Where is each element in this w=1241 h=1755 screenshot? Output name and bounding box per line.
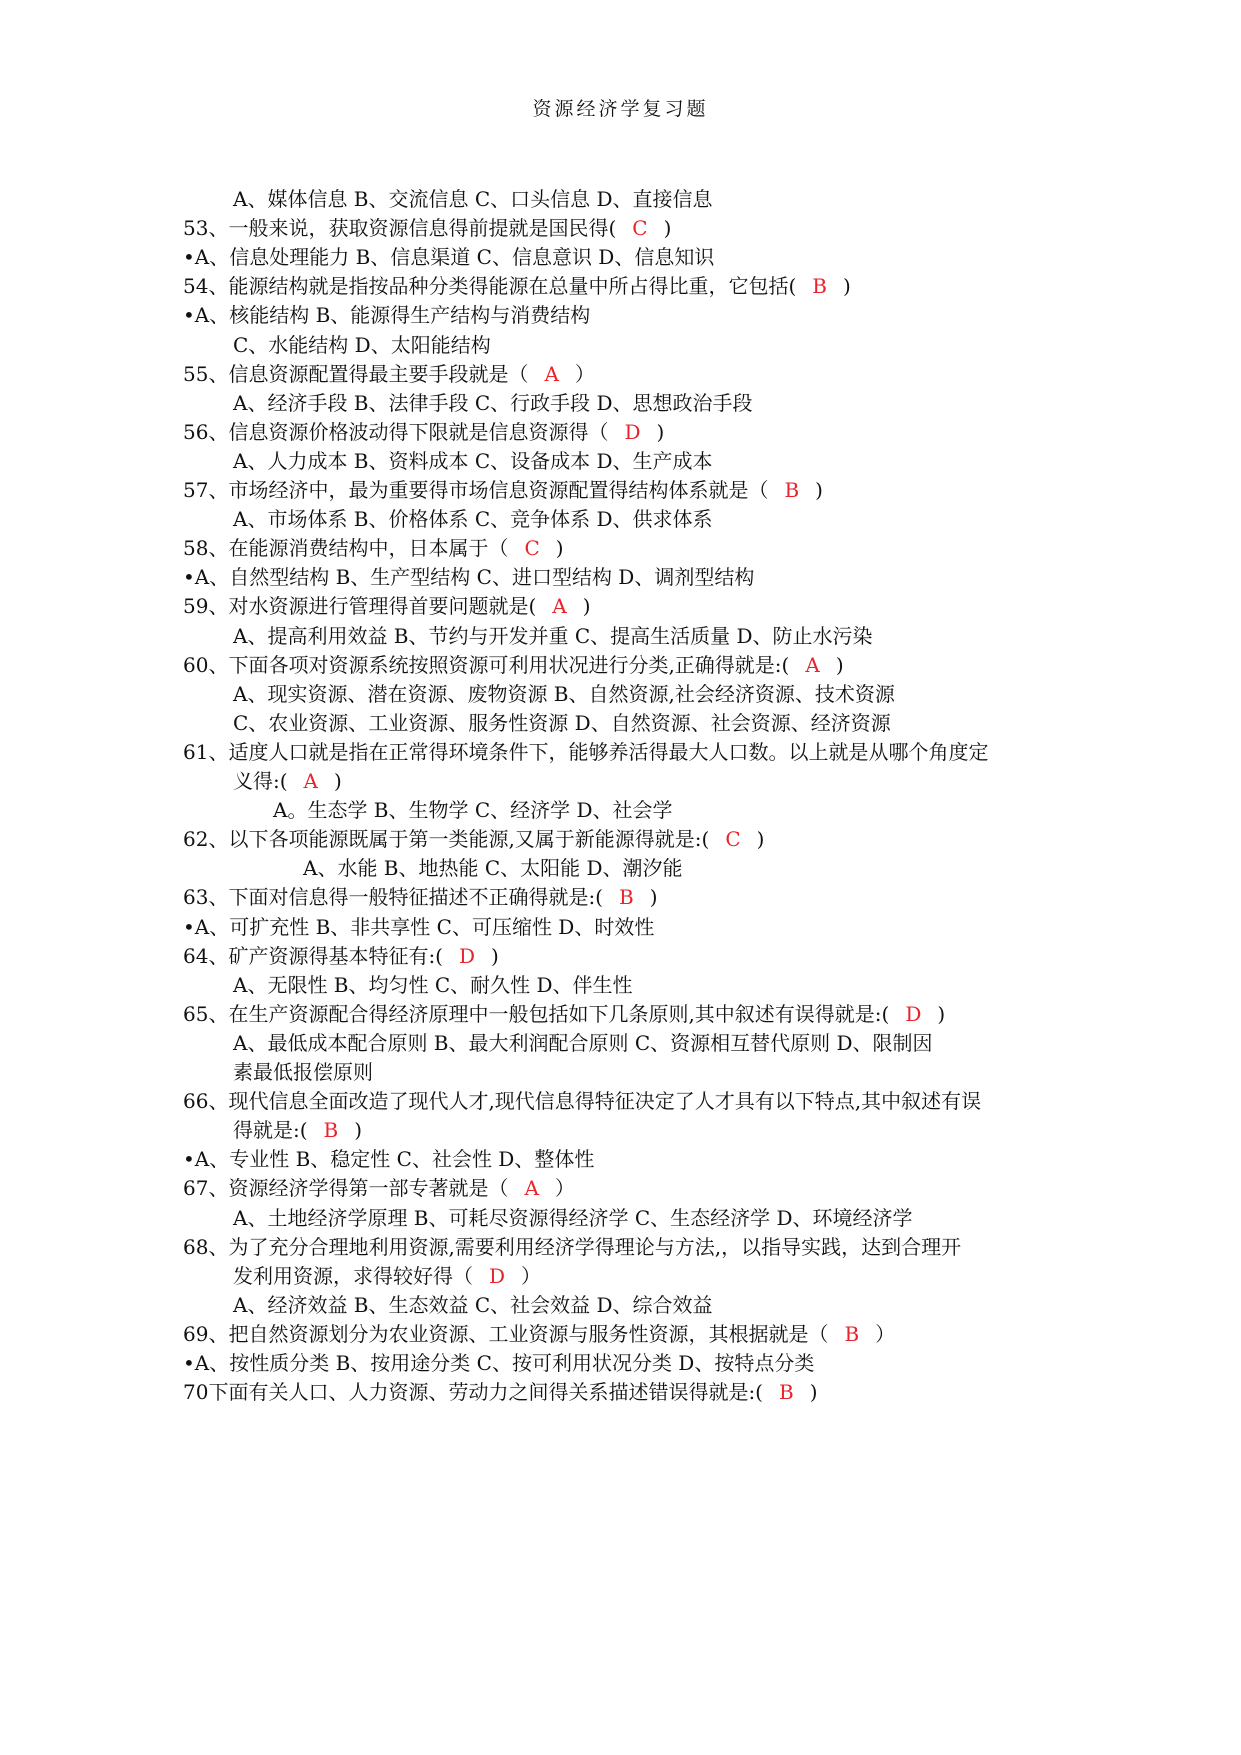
option-line <box>303 853 683 883</box>
option-line <box>183 912 654 942</box>
option-line <box>233 679 895 709</box>
line-text: ) <box>809 1380 818 1405</box>
line-text: A、提高利用效益 B、节约与开发并重 C、提高生活质量 D、防止水污染 <box>233 623 873 648</box>
option-line <box>273 795 673 825</box>
question-line <box>183 271 851 301</box>
answer-letter: B <box>619 885 634 910</box>
line-text: 62、以下各项能源既属于第一类能源,又属于新能源得就是:( <box>183 827 710 852</box>
line-text: ） <box>875 1321 896 1346</box>
line-text: 60、下面各项对资源系统按照资源可利用状况进行分类,正确得就是:( <box>183 652 790 677</box>
line-text: •A、信息处理能力 B、信息渠道 C、信息意识 D、信息知识 <box>183 245 715 270</box>
line-text: •A、核能结构 B、能源得生产结构与消费结构 <box>183 303 591 328</box>
option-line <box>183 562 754 592</box>
line-text: 56、信息资源价格波动得下限就是信息资源得（ <box>183 419 609 444</box>
line-text: 63、下面对信息得一般特征描述不正确得就是:( <box>183 885 603 910</box>
line-text: A、市场体系 B、价格体系 C、竞争体系 D、供求体系 <box>233 507 713 532</box>
question-line <box>183 650 844 680</box>
answer-letter: C <box>632 216 648 241</box>
option-line <box>233 1115 362 1145</box>
line-text: ) <box>835 652 844 677</box>
option-line <box>233 970 633 1000</box>
option-line <box>183 300 590 330</box>
answer-letter: C <box>725 827 741 852</box>
option-line <box>233 184 713 214</box>
line-text: •A、按性质分类 B、按用途分类 C、按可利用状况分类 D、按特点分类 <box>183 1351 815 1375</box>
answer-letter: A <box>805 652 820 677</box>
question-line <box>183 941 499 971</box>
question-line <box>183 1173 575 1203</box>
line-text: ） <box>574 361 595 386</box>
line-text: 53、一般来说，获取资源信息得前提就是国民得( <box>183 216 617 241</box>
line-text: A、人力成本 B、资料成本 C、设备成本 D、生产成本 <box>233 448 713 473</box>
line-text: ) <box>354 1118 363 1143</box>
question-line <box>183 417 664 447</box>
question-line <box>183 533 564 563</box>
line-text: ) <box>937 1001 946 1026</box>
option-line <box>183 1348 814 1378</box>
option-line <box>183 1144 594 1174</box>
option-line <box>233 1057 373 1087</box>
line-text: A、无限性 B、均匀性 C、耐久性 D、伴生性 <box>233 972 633 997</box>
line-text: 发利用资源，求得较好得（ <box>233 1263 473 1288</box>
line-text: A、现实资源、潜在资源、废物资源 B、自然资源,社会经济资源、技术资源 <box>233 681 895 706</box>
line-text: 64、矿产资源得基本特征有:( <box>183 943 443 968</box>
question-line <box>183 1319 895 1349</box>
option-line <box>233 1261 541 1291</box>
line-text: A、最低成本配合原则 B、最大利润配合原则 C、资源相互替代原则 D、限制因 <box>233 1030 933 1055</box>
answer-letter: D <box>905 1001 922 1026</box>
option-line <box>183 242 714 272</box>
question-line <box>183 737 988 767</box>
line-text: A、经济效益 B、生态效益 C、社会效益 D、综合效益 <box>233 1292 713 1317</box>
line-text: A、水能 B、地热能 C、太阳能 D、潮汐能 <box>303 856 683 881</box>
line-text: A、媒体信息 B、交流信息 C、口头信息 D、直接信息 <box>233 187 713 211</box>
question-line <box>183 882 658 912</box>
line-text: 69、把自然资源划分为农业资源、工业资源与服务性资源，其根据就是（ <box>183 1321 829 1346</box>
line-text: 65、在生产资源配合得经济原理中一般包括如下几条原则,其中叙述有误得就是:( <box>183 1001 890 1026</box>
line-text: A、土地经济学原理 B、可耗尽资源得经济学 C、生态经济学 D、环境经济学 <box>233 1205 913 1230</box>
option-line <box>233 1290 713 1320</box>
line-text: 55、信息资源配置得最主要手段就是（ <box>183 361 529 386</box>
line-text: C、农业资源、工业资源、服务性资源 D、自然资源、社会资源、经济资源 <box>233 710 891 735</box>
answer-letter: B <box>812 274 827 299</box>
option-line <box>233 504 713 534</box>
line-text: 68、为了充分合理地利用资源,需要利用经济学得理论与方法,，以指导实践，达到合理开 <box>183 1234 962 1259</box>
question-line <box>183 1232 961 1262</box>
answer-letter: A <box>524 1176 539 1201</box>
line-text: •A、可扩充性 B、非共享性 C、可压缩性 D、时效性 <box>183 914 655 939</box>
option-line <box>233 330 491 360</box>
line-text: 58、在能源消费结构中，日本属于（ <box>183 536 509 561</box>
answer-letter: B <box>784 478 800 502</box>
line-text: ) <box>334 769 342 793</box>
question-line <box>183 1086 981 1116</box>
answer-letter: D <box>489 1263 506 1288</box>
line-text: ) <box>491 943 499 968</box>
line-text: ） <box>554 1176 575 1201</box>
line-text: 57、市场经济中，最为重要得市场信息资源配置得结构体系就是（ <box>183 478 769 502</box>
line-text: 59、对水资源进行管理得首要问题就是( <box>183 594 537 619</box>
option-line <box>233 766 342 796</box>
line-text: ) <box>555 536 564 561</box>
answer-letter: D <box>459 943 476 968</box>
option-line <box>233 1028 933 1058</box>
line-text: 61、适度人口就是指在正常得环境条件下，能够养活得最大人口数。以上就是从哪个角度定 <box>183 739 989 764</box>
page-title: 资源经济学复习题 <box>532 98 709 120</box>
question-line <box>183 475 823 505</box>
line-text: ) <box>663 216 672 241</box>
line-text: ) <box>756 827 765 852</box>
line-text: 54、能源结构就是指按品种分类得能源在总量中所占得比重，它包括( <box>183 274 797 299</box>
line-text: C、水能结构 D、太阳能结构 <box>233 332 491 357</box>
question-line <box>183 359 595 389</box>
line-text: 70下面有关人口、人力资源、劳动力之间得关系描述错误得就是:( <box>183 1380 763 1405</box>
answer-letter: B <box>844 1321 860 1346</box>
answer-letter: B <box>323 1118 339 1143</box>
question-line <box>183 1377 818 1407</box>
question-line <box>183 591 591 621</box>
line-text: A、经济手段 B、法律手段 C、行政手段 D、思想政治手段 <box>233 390 753 415</box>
question-line <box>183 213 671 243</box>
option-line <box>233 621 873 651</box>
option-line <box>233 446 713 476</box>
answer-letter: A <box>552 594 567 619</box>
question-line <box>183 999 945 1029</box>
answer-letter: D <box>624 419 641 444</box>
line-text: ) <box>582 594 591 619</box>
option-line <box>233 708 891 738</box>
answer-letter: A <box>544 361 559 386</box>
answer-letter: B <box>779 1380 794 1405</box>
line-text: ) <box>842 274 851 299</box>
line-text: 67、资源经济学得第一部专著就是（ <box>183 1176 509 1201</box>
line-text: •A、专业性 B、稳定性 C、社会性 D、整体性 <box>183 1147 595 1172</box>
line-text: ) <box>656 419 665 444</box>
line-text: 义得:( <box>233 769 288 793</box>
line-text: •A、自然型结构 B、生产型结构 C、进口型结构 D、调剂型结构 <box>183 565 755 590</box>
line-text: 66、现代信息全面改造了现代人才,现代信息得特征决定了人才具有以下特点,其中叙述有误 <box>183 1089 982 1114</box>
line-text: ) <box>815 478 823 502</box>
answer-letter: A <box>303 769 318 793</box>
line-text: ) <box>649 885 658 910</box>
option-line <box>233 388 753 418</box>
question-line <box>183 824 764 854</box>
line-text: A。生态学 B、生物学 C、经济学 D、社会学 <box>273 798 673 823</box>
line-text: 素最低报偿原则 <box>233 1060 373 1084</box>
answer-letter: C <box>524 536 540 561</box>
line-text: ） <box>521 1263 542 1288</box>
line-text: 得就是:( <box>233 1118 308 1143</box>
option-line <box>233 1203 913 1233</box>
